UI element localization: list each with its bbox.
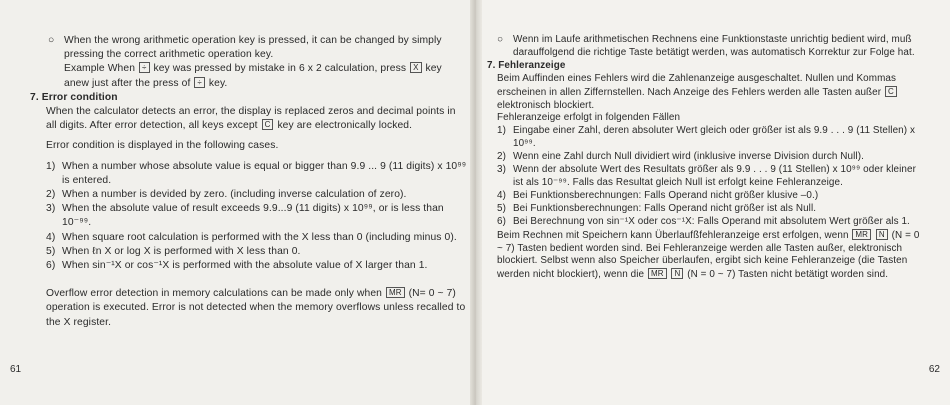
clear-key-icon: C bbox=[262, 119, 274, 130]
list-item: 3) Wenn der absolute Wert des Resultats größer als 9.9 . . . 9 (11 Stellen) x 10⁹⁹ oder kleiner ist als 10⁻⁹⁹. Falls das Resultat gleich Null ist erfolgt keine Fehleranzeige. bbox=[497, 164, 916, 188]
memory-recall-key-icon: MR bbox=[852, 229, 871, 240]
list-item: 4) Bei Funktionsberechnungen: Falls Operand nicht größer klusive –0.) bbox=[497, 189, 819, 201]
list-item: 4) When square root calculation is performed with the X less than 0 (including minus 0). bbox=[46, 231, 457, 243]
overflow-text: Overflow error detection in memory calculations can be made only when bbox=[46, 288, 382, 300]
right-page-de bbox=[476, 0, 950, 405]
overflow-paragraph bbox=[46, 287, 468, 330]
error-text-2: elektronisch blockiert. bbox=[497, 99, 595, 111]
example-text-2: key anew just after the press of bbox=[64, 63, 442, 89]
list-item: 2) Wenn eine Zahl durch Null dividiert wird (inklusive inverse Division durch Null). bbox=[497, 151, 864, 163]
page-number: 62 bbox=[928, 364, 940, 375]
memory-recall-key-icon-2: MR bbox=[648, 268, 667, 279]
list-item: 6) When sin⁻¹X or cos⁻¹X is performed with the absolute value of X larger than 1. bbox=[46, 260, 428, 272]
overflow-text-2: (N = 0 ~ 7) Tasten bedient worden sind. Bei Fehleranzeige werden alle Tasten außer, elektronisch blockiert. Selbst wenn also Speicher überlaufen, ergibt sich keine Fehleranzeige (die Tasten werden nicht blockiert), wenn die bbox=[497, 229, 920, 281]
section-heading: 7. Fehleranzeige bbox=[487, 59, 566, 71]
divide-key-icon: ÷ bbox=[139, 62, 150, 73]
error-paragraph bbox=[46, 105, 468, 133]
example-label: Example When bbox=[64, 63, 136, 75]
cases-intro: Fehleranzeige erfolgt in folgenden Fällen bbox=[497, 112, 681, 124]
page-number: 61 bbox=[10, 364, 22, 375]
list-item: 6) Bei Berechnung von sin⁻¹X oder cos⁻¹X: Falls Operand mit absolutem Wert größer als 1. bbox=[497, 215, 910, 227]
overflow-text: Beim Rechnen mit Speichern kann Überlaufßfehleranzeige erst erfolgen, wenn bbox=[497, 229, 849, 241]
bullet-text: Wenn im Laufe arithmetischen Rechnens eine Funktionstaste unrichtig bedient wird, muß darauffolgend die richtige Taste betätigt werden, was automatisch Korrektur zur Folge hat. bbox=[513, 34, 915, 58]
bullet-icon: ○ bbox=[497, 34, 504, 45]
overflow-text-2: (N= 0 ~ 7) operation is executed. Error is not detected when the memory overflows unless recalled to the X register. bbox=[46, 288, 466, 328]
list-item: 3) When the absolute value of result exceeds 9.9...9 (11 digits) x 10⁹⁹, or is less than 10⁻⁹⁹. bbox=[46, 203, 444, 229]
section-heading: 7. Error condition bbox=[30, 91, 118, 103]
n-key-icon-2: N bbox=[671, 268, 683, 279]
bullet-item bbox=[497, 34, 926, 60]
error-text: Beim Auffinden eines Fehlers wird die Zahlenanzeige ausgeschaltet. Nullen und Kommas erscheinen in allen Ziffernstellen. Nach Anzeige des Fehlers werden alle Tasten außer bbox=[497, 72, 897, 98]
list-item: 5) When ℓn X or log X is performed with X less than 0. bbox=[46, 245, 301, 257]
cases-intro: Error condition is displayed in the following cases. bbox=[46, 140, 279, 152]
list-item: 1) When a number whose absolute value is equal or bigger than 9.9 ... 9 (11 digits) x 10⁹⁹ is entered. bbox=[46, 160, 467, 186]
bullet-item bbox=[48, 34, 468, 62]
list-item: 2) When a number is devided by zero. (including inverse calculation of zero). bbox=[46, 189, 407, 201]
example-line bbox=[64, 62, 468, 90]
bullet-text: When the wrong arithmetic operation key is pressed, it can be changed by simply pressing the correct arithmetic operation key. bbox=[64, 35, 442, 61]
example-text: key was pressed by mistake in 6 x 2 calculation, press bbox=[153, 63, 407, 75]
left-page-content bbox=[30, 34, 468, 330]
overflow-text-3: (N = 0 ~ 7) Tasten nicht betätigt worden sind. bbox=[687, 269, 889, 281]
book-gutter bbox=[470, 0, 482, 405]
list-item: 5) Bei Funktionsberechnungen: Falls Operand nicht größer ist als Null. bbox=[497, 202, 817, 214]
clear-key-icon: C bbox=[885, 86, 897, 97]
divide-key-icon-2: ÷ bbox=[194, 77, 205, 88]
overflow-paragraph bbox=[497, 229, 926, 283]
error-text-2: key are electronically locked. bbox=[277, 120, 413, 132]
error-text: When the calculator detects an error, the display is replaced zeros and decimal points in all digits. After error detection, all keys except bbox=[46, 106, 456, 132]
left-page-en bbox=[0, 0, 474, 405]
bullet-icon: ○ bbox=[48, 35, 55, 46]
error-paragraph bbox=[497, 73, 926, 113]
example-text-3: key. bbox=[208, 77, 228, 89]
n-key-icon: N bbox=[876, 229, 888, 240]
multiply-key-icon: X bbox=[410, 62, 421, 73]
right-page-content bbox=[487, 34, 926, 282]
list-item: 1) Eingabe einer Zahl, deren absoluter Wert gleich oder größer ist als 9.9 . . . 9 (11 Stellen) x 10⁹⁹. bbox=[497, 125, 916, 150]
memory-recall-key-icon: MR bbox=[386, 287, 405, 298]
